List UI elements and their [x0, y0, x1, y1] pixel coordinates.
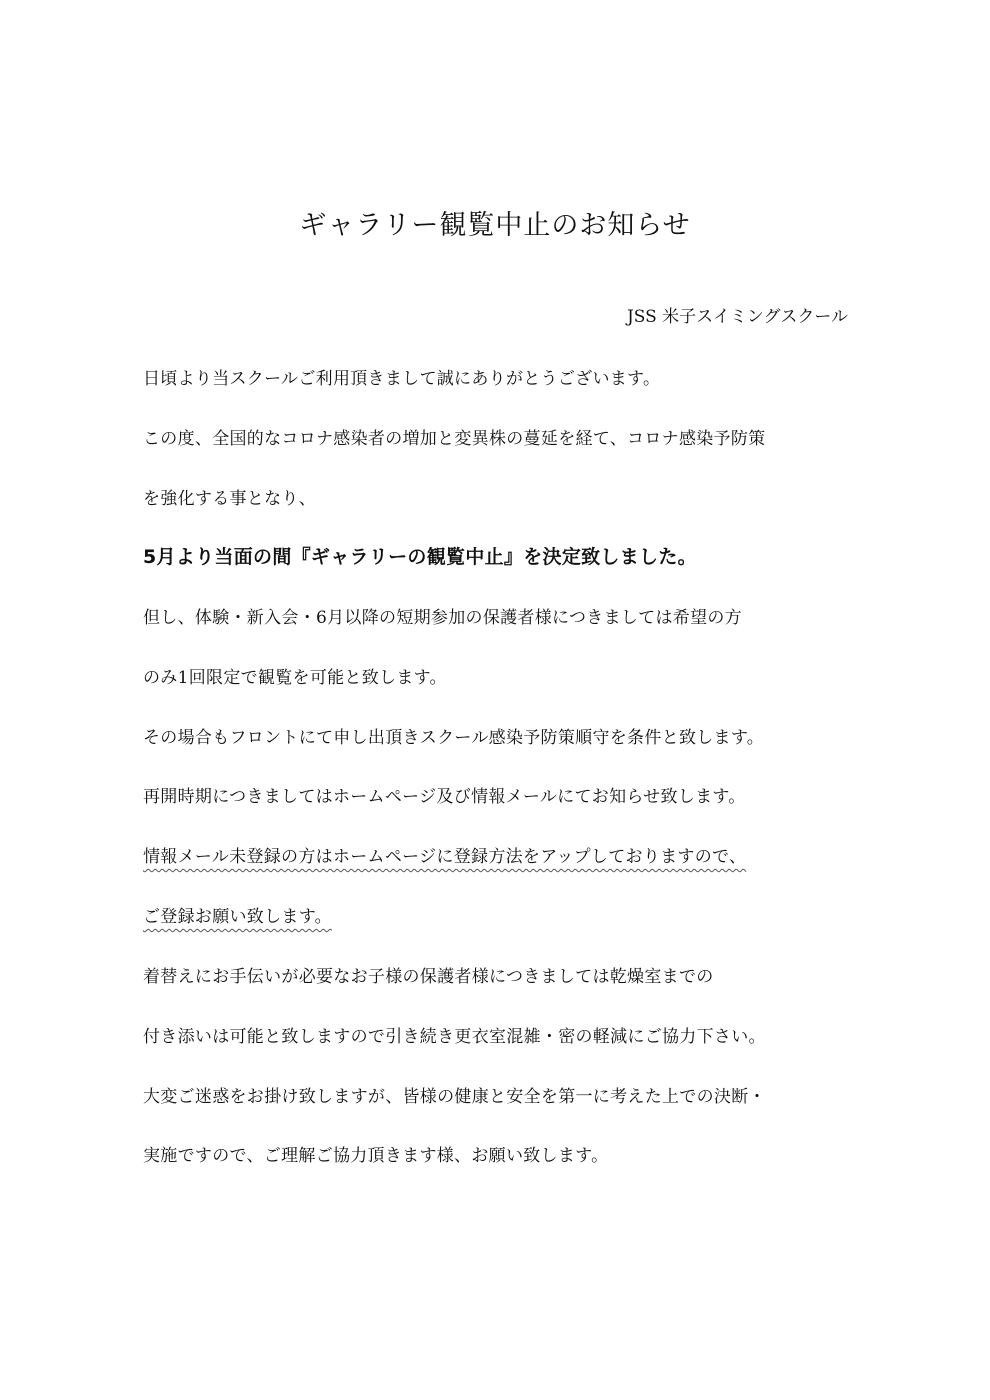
body-line-12: 付き添いは可能と致しますので引き続き更衣室混雑・密の軽減にご協力下さい。: [143, 1027, 766, 1047]
body-line-7: その場合もフロントにて申し出頂きスクール感染予防策順守を条件と致します。: [143, 728, 765, 748]
body-line-9-underlined: 情報メール未登録の方はホームページに登録方法をアップしておりますので、: [143, 847, 747, 867]
notice-title: ギャラリー観覧中止のお知らせ: [299, 210, 691, 241]
body-line-5: 但し、体験・新入会・6月以降の短期参加の保護者様につきましては希望の方: [143, 608, 742, 628]
organization-name: JSS 米子スイミングスクール: [626, 307, 848, 327]
body-line-8: 再開時期につきましてはホームページ及び情報メールにてお知らせ致します。: [143, 787, 746, 807]
body-line-11: 着替えにお手伝いが必要なお子様の保護者様につきましては乾燥室までの: [143, 967, 714, 987]
body-line-3: を強化する事となり、: [143, 489, 316, 509]
body-line-1: 日頃より当スクールご利用頂きまして誠にありがとうございます。: [143, 369, 661, 389]
body-line-10-underlined: ご登録お願い致します。: [143, 907, 332, 927]
body-line-14: 実施ですので、ご理解ご協力頂きます様、お願い致します。: [143, 1146, 609, 1166]
body-line-2: この度、全国的なコロナ感染者の増加と変異株の蔓延を経て、コロナ感染予防策: [143, 429, 766, 449]
highlight-announcement: 5月より当面の間『ギャラリーの観覧中止』を決定致しました。: [143, 546, 697, 568]
body-line-13: 大変ご迷惑をお掛け致しますが、皆様の健康と安全を第一に考えた上での決断・: [143, 1087, 766, 1107]
body-line-6: のみ1回限定で観覧を可能と致します。: [143, 668, 447, 688]
